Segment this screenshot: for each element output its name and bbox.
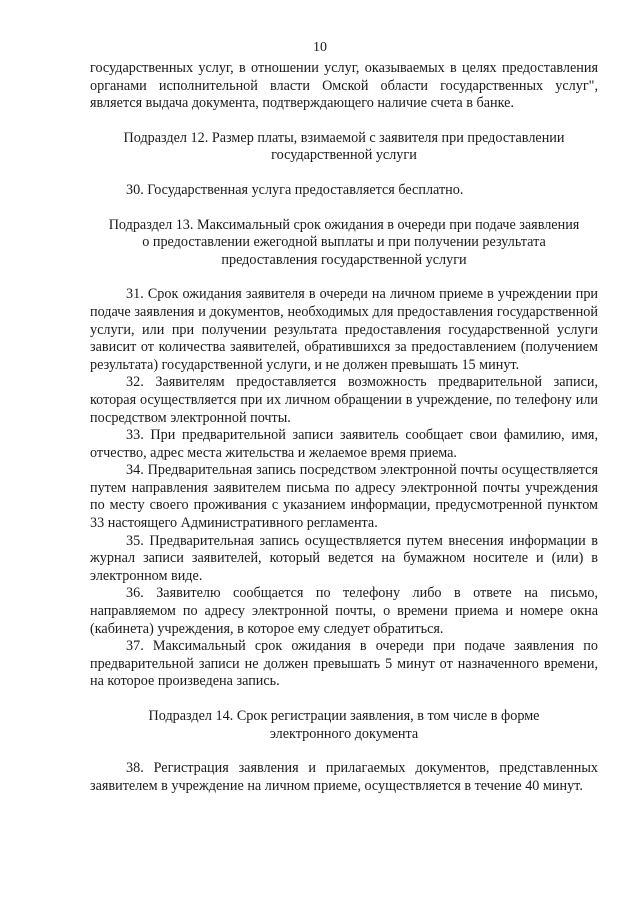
paragraph-36: 36. Заявителю сообщается по телефону либо в ответе на письмо, направляемом по адресу электронной почты, о времени приема и номере окна (кабинета) учреждения, в которое ему следует обратиться. [90, 585, 598, 637]
paragraph-32: 32. Заявителям предоставляется возможность предварительной записи, которая осуществляется при их личном обращении в учреждение, по телефону или посредством электронной почты. [90, 374, 598, 426]
page-number: 10 [313, 40, 327, 55]
paragraph-35: 35. Предварительная запись осуществляется путем внесения информации в журнал записи заявителей, который ведется на бумажном носителе и (или) в электронном виде. [90, 532, 598, 584]
paragraph-30: 30. Государственная услуга предоставляется бесплатно. [126, 181, 464, 198]
paragraph-31: 31. Срок ожидания заявителя в очереди на личном приеме в учреждении при подаче заявления и документов, необходимых для предоставления государственной услуги, или при получении результата предоставления государственной услуги зависит от количества заявителей, обратившихся за предоставлением (получением результата) государственной услуги, и не должен превышать 15 минут. [90, 286, 598, 373]
subsection-12-heading-line-1: Подраздел 12. Размер платы, взимаемой с заявителя при предоставлении [123, 129, 565, 146]
spacer [90, 743, 598, 760]
spacer [90, 200, 598, 217]
subsection-14-heading-line-1: Подраздел 14. Срок регистрации заявления, в том числе в форме [148, 708, 540, 724]
intro-continuation-paragraph: государственных услуг, в отношении услуг, оказываемых в целях предоставления органами исполнительной власти Омской области государственных услуг", является выдача документа, подтверждающего наличие счета в банке. [90, 60, 598, 112]
subsection-13-heading [90, 217, 598, 270]
subsection-12-heading [90, 130, 598, 165]
subsection-13-heading-line-1: Подраздел 13. Максимальный срок ожидания в очереди при подаче заявления [108, 216, 580, 233]
subsection-12-heading-line-2: государственной услуги [271, 147, 417, 164]
spacer [90, 165, 598, 182]
subsection-13-heading-line-2: о предоставлении ежегодной выплаты и при получении результата [142, 234, 546, 251]
spacer [90, 691, 598, 708]
document-body [90, 60, 598, 795]
paragraph-37: 37. Максимальный срок ожидания в очереди при подаче заявления по предварительной записи не должен превышать 5 минут от назначенного времени, на которое произведена запись. [90, 638, 598, 690]
subsection-14-heading-line-2: электронного документа [269, 725, 419, 742]
spacer [90, 269, 598, 286]
subsection-14-heading [90, 708, 598, 743]
paragraph-38: 38. Регистрация заявления и прилагаемых документов, представленных заявителем в учреждение на личном приеме, осуществляется в течение 40 минут. [90, 760, 598, 794]
paragraph-34: 34. Предварительная запись посредством электронной почты осуществляется путем направления заявителем письма по адресу электронной почты учреждения по месту своего проживания с указанием информации, предусмотренной пунктом 33 настоящего Административного регламента. [90, 462, 598, 532]
paragraph-33: 33. При предварительной записи заявитель сообщает свои фамилию, имя, отчество, адрес места жительства и желаемое время приема. [90, 427, 598, 461]
subsection-13-heading-line-3: предоставления государственной услуги [221, 251, 467, 268]
spacer [90, 113, 598, 130]
